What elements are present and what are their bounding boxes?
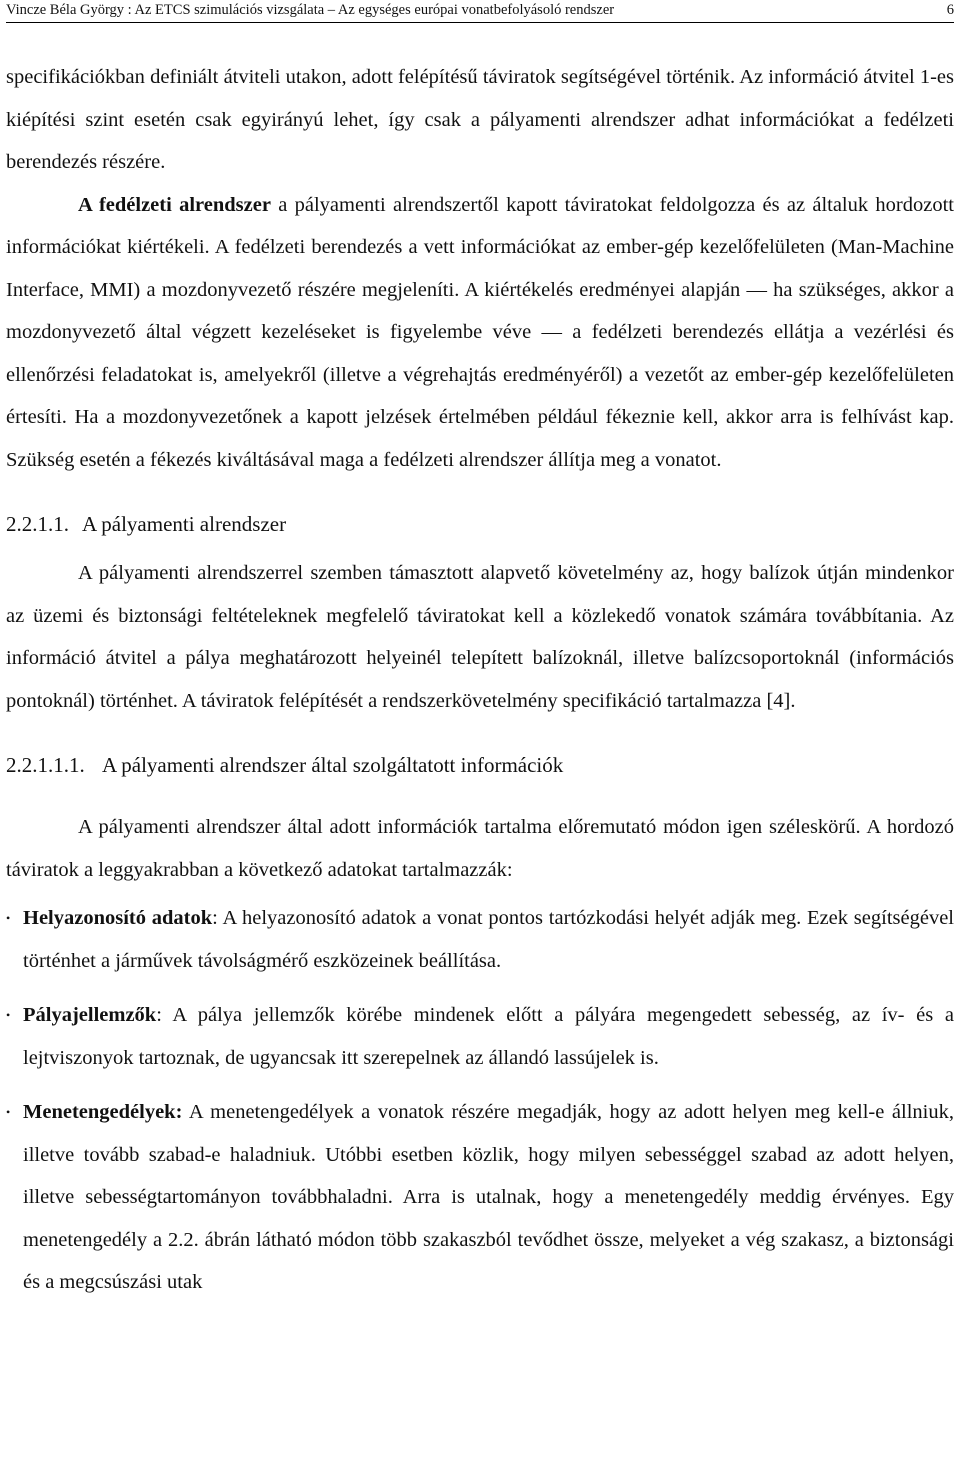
section-heading-2-2-1-1 xyxy=(6,509,954,539)
list-item xyxy=(6,1091,954,1304)
list-item xyxy=(6,897,954,982)
paragraph-trackside-subsystem: A pályamenti alrendszerrel szemben támasztott alapvető követelmény az, hogy balízok útján mindenkor az üzemi és biztonsági feltételeknek megfelelő táviratokat kell a közlekedő vonatok számára továbbítania. Az információ átvitel a pálya meghatározott helyeinél telepített balízoknál, illetve balízcsoportoknál (információs pontoknál) történhet. A táviratok felépítését a rendszerkövetelmény specifikáció tartalmazza [4]. xyxy=(6,562,954,712)
list-item-term: Menetengedélyek: xyxy=(23,1101,183,1123)
body-text xyxy=(6,56,954,1304)
bullet-icon: • xyxy=(6,911,11,925)
paragraph-1: specifikációkban definiált átviteli utakon, adott felépítésű táviratok segítségével történik. Az információ átvitel 1-es kiépítési szint esetén csak egyirányú lehet, így csak a pályamenti alrendszer adhat információkat a fedélzeti berendezés részére. xyxy=(6,66,954,173)
list-item-text: A menetengedélyek a vonatok részére megadják, hogy az adott helyen meg kell-e állniuk, illetve tovább szabad-e haladniuk. Utóbbi esetben közlik, hogy milyen sebességgel szabad az adott helyen, illetve sebességtartományon továbbhaladni. Arra is utalnak, hogy a menetengedély meddig érvényes. Egy menetengedély a 2.2. ábrán látható módon több szakaszból tevődhet össze, melyeket a vég szakasz, a biztonsági és a megcsúszási utak xyxy=(23,1101,954,1293)
section-title: A pályamenti alrendszer xyxy=(82,512,287,536)
running-header xyxy=(6,0,954,23)
list-item-text: : A pálya jellemzők körébe mindenek előtt a pályára megengedett sebesség, az ív- és a lejtviszonyok tartoznak, de ugyancsak itt szerepelnek az állandó lassújelek is. xyxy=(23,1004,954,1069)
bullet-icon: • xyxy=(6,1008,11,1022)
bullet-list xyxy=(6,897,954,1304)
list-item-term: Helyazonosító adatok xyxy=(23,907,213,929)
section-title: A pályamenti alrendszer által szolgáltatott információk xyxy=(102,753,564,777)
page-number: 6 xyxy=(946,2,954,18)
section-number: 2.2.1.1. xyxy=(6,512,69,536)
list-item xyxy=(6,994,954,1079)
paragraph-onboard-subsystem xyxy=(6,184,954,482)
list-item-text: : A helyazonosító adatok a vonat pontos tartózkodási helyét adják meg. Ezek segítségével történhet a járművek távolságmérő eszközeinek beállítása. xyxy=(23,907,954,972)
section-heading-2-2-1-1-1 xyxy=(6,750,954,780)
paragraph-lead-term: A fedélzeti alrendszer xyxy=(78,193,271,216)
header-title: Vincze Béla György : Az ETCS szimulációs vizsgálata – Az egységes európai vonatbefolyásoló rendszer xyxy=(6,2,615,18)
paragraph-trackside-info: A pályamenti alrendszer által adott információk tartalma előremutató módon igen széleskörű. A hordozó táviratok a leggyakrabban a következő adatokat tartalmazzák: xyxy=(6,816,954,881)
section-number: 2.2.1.1.1. xyxy=(6,753,85,777)
paragraph-body: a pályamenti alrendszertől kapott táviratokat feldolgozza és az általuk hordozott információkat kiértékeli. A fedélzeti berendezés a vett információkat az ember-gép kezelőfelületen (Man-Machine Interface, MMI) a mozdonyvezető részére megjeleníti. A kiértékelés eredményei alapján — ha szükséges, akkor a mozdonyvezető által végzett kezeléseket is figyelembe véve — a fedélzeti berendezés ellátja a vezérlési és ellenőrzési feladatokat is, amelyekről (illetve a végrehajtás eredményéről) a vezetőt az ember-gép kezelőfelületen értesíti. Ha a mozdonyvezetőnek a kapott jelzések értelmében például fékeznie kell, akkor arra is felhívást kap. Szükség esetén a fékezés kiváltásával maga a fedélzeti alrendszer állítja meg a vonatot. xyxy=(6,193,954,471)
bullet-icon: • xyxy=(6,1105,11,1119)
list-item-term: Pályajellemzők xyxy=(23,1004,157,1026)
